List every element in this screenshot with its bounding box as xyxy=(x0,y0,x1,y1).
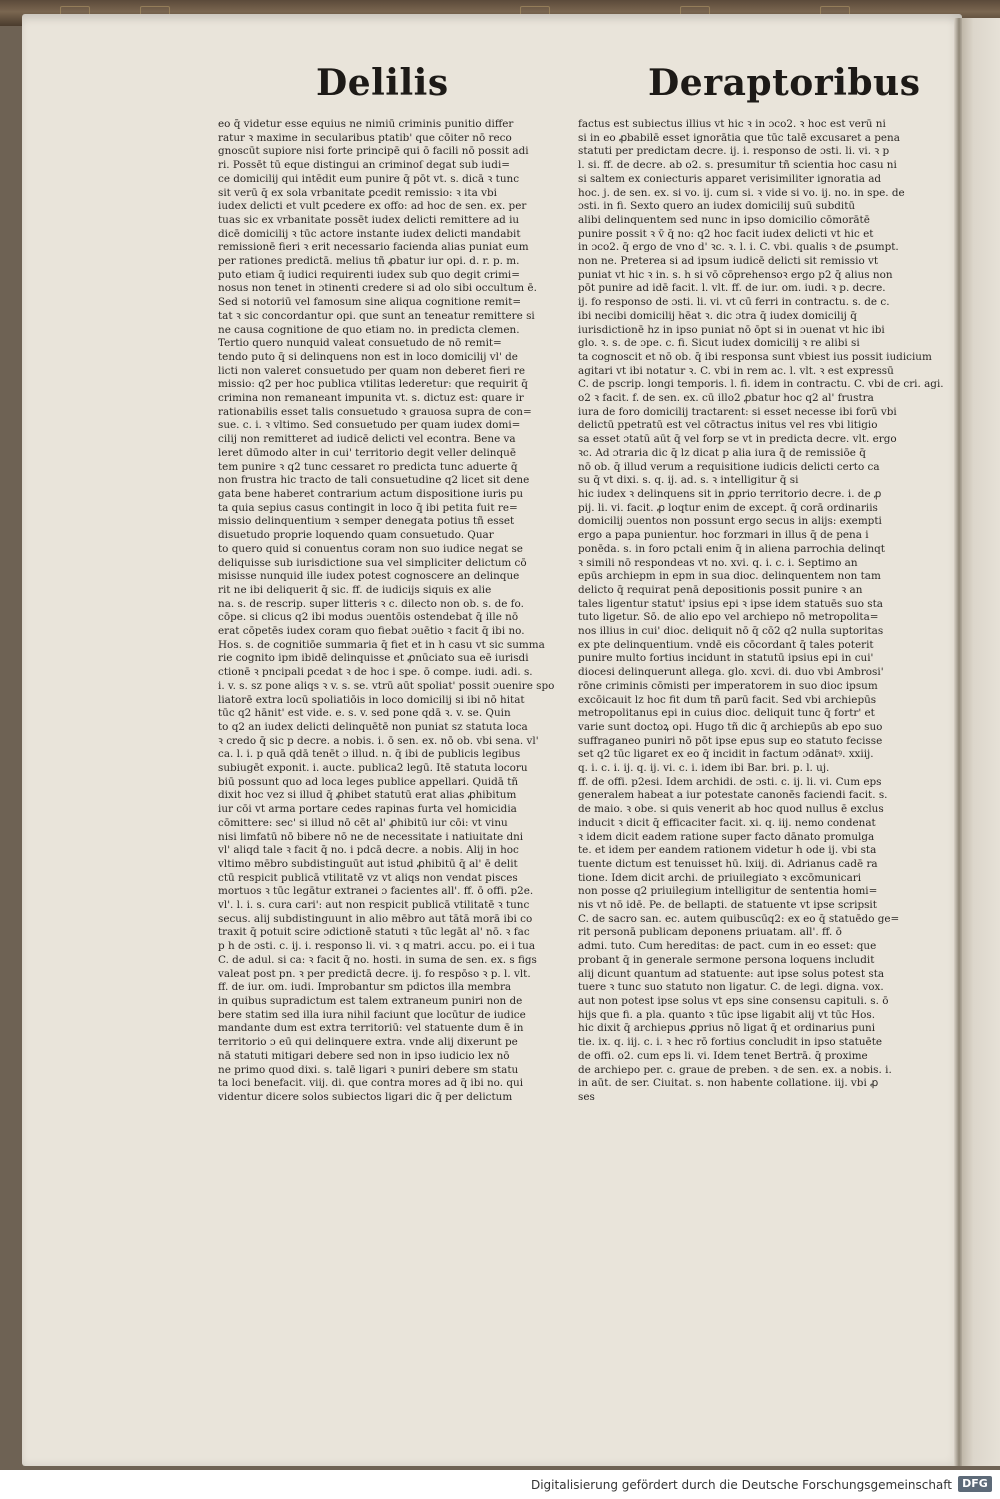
text-line: ratur ꝛ maxime in secularibus ptatib' que cōiter nō reco xyxy=(218,131,512,144)
text-line: ponēda. s. in foro pctali enim q̄ in aliena parrochia delinqt xyxy=(578,542,885,555)
text-line: tuente dictum est tenuisset hū. lxiij. di. Adrianus cadē ra xyxy=(578,857,878,870)
text-line: iur cōi vt arma portare cedes rapinas furta vel homicidia xyxy=(218,803,517,816)
text-line: rie cognito ipm ibidē delinquisse et ꝓnūciato sua eē iurisdi xyxy=(218,652,529,665)
text-line: tat ꝛ sic concordantur opi. que sunt an teneatur remittere si xyxy=(218,309,535,322)
text-line: tendo puto q̄ si delinquens non est in loco domicilij vl' de xyxy=(218,350,518,363)
text-line: de maio. ꝛ obe. si quis venerit ab hoc quod nullus ē exclus xyxy=(578,803,884,816)
text-line: non frustra hic tracto de tali consuetudine q2 licet sit dene xyxy=(218,474,530,487)
text-line: ff. de iur. om. iudi. Improbantur sm pdictos illa membra xyxy=(218,981,512,994)
text-line: puto etiam q̄ iudici requirenti iudex sub quo degit crimi= xyxy=(218,268,520,281)
text-line: puniat vt hic ꝛ in. s. h si vō cōprehensoꝛ ergo p2 q̄ alius non xyxy=(578,268,893,281)
text-line: ctionē ꝛ pncipali ꝑcedat ꝛ de hoc i spe. ō compe. iudi. adi. s. xyxy=(218,666,533,679)
text-line: punire multo fortius incidunt in statutū ipsius epi in cui' xyxy=(578,652,874,665)
text-line: excōicauit lz hoc fit dum tñ parū facit. Sed vbi archiepūs xyxy=(578,693,877,706)
text-line: generalem habeat a iur potestate canonēs faciendi facit. s. xyxy=(578,789,888,802)
text-line: Tertio quero nunquid valeat consuetudo de nō remit= xyxy=(218,337,502,350)
footer-bar xyxy=(0,1470,1000,1499)
text-line: ta loci benefacit. viij. di. que contra mores ad q̄ ibi no. qui xyxy=(218,1077,524,1090)
text-line: mandante dum est extra territoriū: vel statuente dum ē in xyxy=(218,1022,524,1035)
text-line: valeat post pn. ꝛ per predictā decre. ij. fo respōso ꝛ p. l. vlt. xyxy=(218,967,531,980)
funding-notice: Digitalisierung gefördert durch die Deutsche Forschungsgemeinschaft xyxy=(530,1478,952,1492)
text-line: punire possit ꝛ v̄ q̄ no: q2 hoc facit iudex delicti vt hic et xyxy=(578,227,874,240)
text-line: ta quia sepius casus contingit in loco q̄ ibi petita fuit re= xyxy=(218,501,518,514)
text-line: vl'. l. i. s. cura cari': aut non respicit publicā vtilitatē ꝛ tunc xyxy=(218,899,530,912)
text-line: su q̄ vt dixi. s. q. ij. ad. s. ꝛ intelligitur q̄ si xyxy=(578,474,799,487)
dfg-logo: DFG xyxy=(958,1476,992,1492)
text-line: alibi delinquentem sed nunc in ipso domicilio cōmorātē xyxy=(578,213,870,226)
text-line: nā statuti mitigari debere sed non in ipso iudicio lex nō xyxy=(218,1049,510,1062)
text-line: tie. ix. q. iij. c. i. ꝛ hec rō fortius concludit in ipso statuēte xyxy=(578,1036,883,1049)
text-line: delictū ppetratū est vel cōtractus initus vel res vbi litigio xyxy=(578,419,878,432)
text-line: hic dixit q̄ archiepus ꝓprius nō ligat q̄ et ordinarius puni xyxy=(578,1022,876,1035)
text-line: pij. li. vi. facit. ꝓ loqtur enim de except. q̄ corā ordinariis xyxy=(578,501,878,514)
text-line: diocesi delinquerunt allega. glo. xcvi. di. duo vbi Ambrosi' xyxy=(578,666,884,679)
text-line: o2 ꝛ facit. f. de sen. ex. cū illo2 ꝓbatur hoc q2 al' frustra xyxy=(578,392,874,405)
text-line: ri. Possēt tū eque distingui an criminoſ degat sub iudi= xyxy=(218,159,510,172)
text-line: alij dicunt quantum ad statuente: aut ipse solus potest sta xyxy=(578,967,885,980)
text-line: iurisdictionē hz in ipso puniat nō ōpt si in ɔuenat vt hic ibi xyxy=(578,323,885,336)
text-line: factus est subiectus illius vt hic ꝛ in ɔco2. ꝛ hoc est verū ni xyxy=(578,118,886,130)
text-line: ne causa cognitione de quo etiam no. in predicta clemen. xyxy=(218,323,520,336)
text-line: territorio ɔ eū qui delinquere extra. vnde alij dixerunt pe xyxy=(218,1036,518,1049)
text-line: nisi limfatū nō bibere nō ne de necessitate i natiuitate dni xyxy=(218,830,524,843)
text-line: statuti per predictam decre. ij. i. responso de ɔsti. li. vi. ꝛ p xyxy=(578,145,890,158)
text-line: delicto q̄ requirat penā depositionis possit punire ꝛ an xyxy=(578,583,863,596)
text-line: tuto ligetur. Sō. de alio epo vel archiepo nō metropolita= xyxy=(578,611,879,624)
text-line: domicilij ɔuentos non possunt ergo secus in alijs: exempti xyxy=(578,515,882,528)
text-line: ibi necibi domicilij hēat ꝛ. dic ɔtra q̄ iudex domicilij q̄ xyxy=(578,309,857,322)
text-line: biū possunt quo ad loca leges publice appellari. Quidā tñ xyxy=(218,775,519,788)
text-line: si in eo ꝓbabilē esset ignorātia que tūc talē excusaret a pena xyxy=(578,131,900,144)
text-column-left xyxy=(218,118,555,1105)
text-line: gnoscūt supiore nisi forte principē qui ō facili nō possit adi xyxy=(218,145,529,158)
text-line: de archiepo per. c. graue de preben. ꝛ de sen. ex. a nobis. i. xyxy=(578,1063,892,1076)
text-line: sue. c. i. ꝛ vltimo. Sed consuetudo per quam iudex domi= xyxy=(218,419,521,432)
text-line: leret dūmodo alter in cui' territorio degit veller delinquē xyxy=(218,446,516,459)
text-line: eo q̄ videtur esse equius ne nimiū criminis punitio differ xyxy=(218,118,514,130)
text-line: deliquisse sub iurisdictione sua vel simpliciter delictum cō xyxy=(218,556,527,569)
page-heading-left: Delilis xyxy=(316,62,449,104)
text-line: C. de sacro san. ec. autem quibuscūq2: ex eo q̄ statuēdo ge= xyxy=(578,912,900,925)
text-line: admi. tuto. Cum hereditas: de pact. cum in eo esset: que xyxy=(578,940,877,953)
text-line: na. s. de rescrip. super litteris ꝛ c. dilecto non ob. s. de fo. xyxy=(218,597,524,610)
text-line: sit verū q̄ ex sola vrbanitate ꝑcedit remissio: ꝛ ita vbi xyxy=(218,186,497,199)
text-line: in quibus supradictum est talem extraneum puniri non de xyxy=(218,995,523,1007)
text-line: tuas sic ex vrbanitate possēt iudex delicti remittere ad iu xyxy=(218,213,520,226)
text-line: suffraganeo puniri nō pōt ipse epus sup eo statuto fecisse xyxy=(578,734,883,747)
text-line: iura de foro domicilij tractarent: si esset necesse ibi forū vbi xyxy=(578,405,897,418)
text-line: rit personā publicam deponens priuatam. all'. ff. ō xyxy=(578,926,842,939)
text-line: ff. de offi. p2esi. Idem archidi. de ɔsti. c. ij. li. vi. Cum eps xyxy=(578,775,882,788)
text-line: ꝛ idem dicit eadem ratione super facto dānato promulga xyxy=(578,830,875,843)
text-line: agitari vt ibi notatur ꝛ. C. vbi in rem ac. l. vlt. ꝛ est expressū xyxy=(578,364,894,377)
text-line: remissionē fieri ꝛ erit necessario facienda alias puniat eum xyxy=(218,241,529,254)
text-line: ta cognoscit et nō ob. q̄ ibi responsa sunt vbiest ius possit iudicium xyxy=(578,350,932,363)
text-line: te. et idem per eandem rationem videtur h ode ij. vbi sta xyxy=(578,844,877,857)
text-line: tūc q2 hānit' est vide. e. s. v. sed pone qdā ꝛ. v. se. Quin xyxy=(218,707,511,720)
text-line: ex pte delinquentium. vndē eis cōcordant q̄ tales poterit xyxy=(578,638,874,651)
text-line: ses xyxy=(578,1090,595,1103)
text-line: rationabilis esset talis consuetudo ꝛ grauosa supra de con= xyxy=(218,405,532,418)
text-line: to q2 an iudex delicti delinquētē non puniat sz statuta loca xyxy=(218,720,528,733)
text-line: crimina non remaneant impunita vt. s. dictuz est: quare ir xyxy=(218,392,524,405)
text-line: nos illius in cui' dioc. deliquit nō q̄ cō2 q2 nulla suptoritas xyxy=(578,625,884,638)
text-line: in aūt. de ser. Ciuitat. s. non habente collatione. iij. vbi ꝓ xyxy=(578,1077,879,1090)
text-line: secus. alij subdistinguunt in alio mēbro aut tātā morā ibi co xyxy=(218,912,533,925)
text-line: iudex delicti et vult ꝑcedere ex offo: ad hoc de sen. ex. per xyxy=(218,200,527,213)
text-line: licti non valeret consuetudo per quam non deberet fieri re xyxy=(218,364,526,377)
text-line: hic iudex ꝛ delinquens sit in ꝓprio territorio decre. i. de ꝓ xyxy=(578,487,882,500)
text-line: rit ne ibi deliquerit q̄ sic. ff. de iudicijs siquis ex alie xyxy=(218,583,492,596)
text-line: set q2 tūc ligaret ex eo q̄ incidit in factum ɔdānatꝰ. xxiij. xyxy=(578,748,874,761)
text-line: traxit q̄ potuit scire ɔdictionē statuti ꝛ tūc legāt al' nō. ꝛ fac xyxy=(218,926,530,939)
text-line: glo. ꝛ. s. de ɔpe. c. fi. Sicut iudex domicilij ꝛ re alibi si xyxy=(578,337,860,350)
text-line: hoc. j. de sen. ex. si vo. ij. cum si. ꝛ vide si vo. ij. no. in spe. de xyxy=(578,186,905,199)
text-line: tales ligentur statut' ipsius epi ꝛ ipse idem statuēs suo sta xyxy=(578,597,883,610)
text-line: bere statim sed illa iura nihil faciunt que locūtur de iudice xyxy=(218,1008,526,1021)
text-line: videntur dicere solos subiectos ligari dic q̄ per delictum xyxy=(218,1090,513,1103)
text-line: sa esset ɔtatū aūt q̄ vel forp se vt in predicta decre. vlt. ergo xyxy=(578,433,897,446)
text-line: probant q̄ in generale sermone persona loquens includit xyxy=(578,953,875,966)
text-line: disuetudo proprie loquendo quam consuetudo. Quar xyxy=(218,529,494,542)
text-line: aut non potest ipse solus vt eps sine consensu capituli. s. ō xyxy=(578,995,889,1007)
text-line: tuere ꝛ tunc suo statuto non ligatur. C. de legi. digna. vox. xyxy=(578,981,884,994)
text-line: non ne. Preterea si ad ipsum iudicē delicti sit remissio vt xyxy=(578,255,879,268)
text-line: nō ob. q̄ illud verum a requisitione iudicis delicti certo ca xyxy=(578,460,880,473)
text-line: cōmittere: sec' si illud nō cēt al' ꝓhibitū iur cōi: vt vinu xyxy=(218,816,508,829)
text-line: missio delinquentium ꝛ semper denegata potius tñ esset xyxy=(218,515,515,528)
text-line: dicē domicilij ꝛ tūc actore instante iudex delicti mandabit xyxy=(218,227,521,240)
text-line: liatorē extra locū spoliatiōis in loco domicilij si ibi nō hitat xyxy=(218,693,525,706)
text-line: nosus non tenet in ɔtinenti credere si ad olo sibi occultum ē. xyxy=(218,282,537,295)
text-line: cōpe. si clicus q2 ibi modus ɔuentōis ostendebat q̄ ille nō xyxy=(218,611,519,624)
text-line: hijs que fi. a pla. quanto ꝛ tūc ipse ligabit alij vt tūc Hos. xyxy=(578,1008,876,1021)
text-line: pōt punire ad idē facit. l. vlt. ff. de iur. om. iudi. ꝛ p. decre. xyxy=(578,282,886,295)
text-line: tem punire ꝛ q2 tunc cessaret ro predicta tunc aduerte q̄ xyxy=(218,460,518,473)
text-line: per rationes predictā. melius tñ ꝓbatur iur opi. d. r. p. m. xyxy=(218,255,520,268)
facing-page-edge xyxy=(962,18,1000,1466)
text-line: subiugēt exponit. i. aucte. publica2 legū. Itē statuta locoru xyxy=(218,762,528,775)
text-line: cilij non remitteret ad iudicē delicti vel econtra. Bene va xyxy=(218,433,516,446)
text-line: misisse nunquid ille iudex potest cognoscere an delinque xyxy=(218,570,520,583)
text-line: non posse q2 priuilegium intelligitur de sententia homi= xyxy=(578,885,878,898)
text-line: erat cōpetēs iudex coram quo fiebat ɔuētio ꝛ facit q̄ ibi no. xyxy=(218,625,525,638)
text-line: rōne criminis cōmisti per imperatorem in suo dioc ipsum xyxy=(578,679,878,692)
text-line: C. de adul. si ca: ꝛ facit q̄ no. hosti. in suma de sen. ex. s figs xyxy=(218,953,537,966)
text-line: ne primo quod dixi. s. talē ligari ꝛ puniri debere sm statu xyxy=(218,1063,519,1076)
text-line: ctū respicit publicā vtilitatē vz vt aliqs non vendat pisces xyxy=(218,871,518,884)
text-line: ce domicilij qui intēdit eum punire q̄ pōt vt. s. dicā ꝛ tunc xyxy=(218,172,520,185)
text-line: Sed si notoriū vel famosum sine aliqua cognitione remit= xyxy=(218,296,522,309)
text-line: de offi. o2. cum eps li. vi. Idem tenet Bertrā. q̄ proxime xyxy=(578,1049,868,1062)
text-line: nis vt nō idē. Pe. de bellapti. de statuente vt ipse scripsit xyxy=(578,899,877,912)
text-line: i. v. s. sz pone aliqs ꝛ v. s. se. vtrū aūt spoliat' possit ɔuenire spo xyxy=(218,679,555,692)
text-line: q. i. c. i. ij. q. ij. vi. c. i. idem ibi Bar. bri. p. l. uj. xyxy=(578,762,830,775)
text-line: l. si. ff. de decre. ab o2. s. presumitur tñ scientia hoc casu ni xyxy=(578,159,897,172)
text-line: mortuos ꝛ tūc legātur extranei ɔ facientes all'. ff. ō offi. p2e. xyxy=(218,885,534,898)
text-line: Hos. s. de cognitiōe summaria q̄ fiet et in h casu vt sic summa xyxy=(218,638,545,651)
text-line: varie sunt doctoꝝ opi. Hugo tñ dic q̄ archiepūs ab epo suo xyxy=(578,720,883,733)
text-line: vl' aliqd tale ꝛ facit q̄ no. i pdcā decre. a nobis. Alij in hoc xyxy=(218,844,519,857)
text-line: missio: q2 per hoc publica vtilitas lederetur: que requirit q̄ xyxy=(218,378,528,391)
text-line: ꝛc. Ad ɔtraria dic q̄ lz dicat p alia iura q̄ de remissiōe q̄ xyxy=(578,446,866,459)
text-line: to quero quid si conuentus coram non suo iudice negat se xyxy=(218,542,523,555)
text-line: tione. Idem dicit archi. de priuilegiato ꝛ excōmunicari xyxy=(578,871,862,884)
text-line: ij. fo responso de ɔsti. li. vi. vt cū ferri in contractu. s. de c. xyxy=(578,296,890,309)
text-line: ꝛ simili nō respondeas vt no. xvi. q. i. c. i. Septimo an xyxy=(578,556,858,569)
text-line: vltimo mēbro subdistinguūt aut istud ꝓhibitū q̄ al' ē delit xyxy=(218,857,518,870)
text-line: ergo a papa punientur. hoc forzmari in illus q̄ de pena i xyxy=(578,529,869,542)
text-line: epūs archiepm in epm in sua dioc. delinquentem non tam xyxy=(578,570,881,583)
text-line: dixit hoc vez si illud q̄ ꝓhibet statutū erat alias ꝓhibitum xyxy=(218,789,517,802)
text-line: metropolitanus epi in cuius dioc. deliquit tunc q̄ fortr' et xyxy=(578,707,875,720)
text-line: p h de ɔsti. c. ij. i. responso li. vi. ꝛ q matri. accu. po. ei i tua xyxy=(218,940,536,953)
text-line: gata bene haberet contrarium actum dispositione iuris pu xyxy=(218,487,524,500)
text-column-right xyxy=(578,118,944,1105)
text-line: in ɔco2. q̄ ergo de vno d' ꝛc. ꝛ. l. i. C. vbi. qualis ꝛ de ꝓsumpt. xyxy=(578,241,899,254)
text-line: ɔsti. in fi. Sexto quero an iudex domicilij suū subditū xyxy=(578,200,856,213)
text-line: si saltem ex coniecturis apparet verisimiliter ignoratia ad xyxy=(578,172,882,185)
page-heading-right: Deraptoribus xyxy=(648,62,921,104)
text-line: inducit ꝛ dicit q̄ efficaciter facit. xi. q. iij. nemo condenat xyxy=(578,816,876,829)
text-line: C. de pscrip. longi temporis. l. fi. idem in contractu. C. vbi de cri. agi. xyxy=(578,378,944,391)
text-line: ꝛ credo q̄ sic p decre. a nobis. i. ō sen. ex. nō ob. vbi sena. vl' xyxy=(218,734,539,747)
text-line: ca. l. i. p quā qdā tenēt ɔ illud. n. q̄ ibi de publicis legibus xyxy=(218,748,521,761)
